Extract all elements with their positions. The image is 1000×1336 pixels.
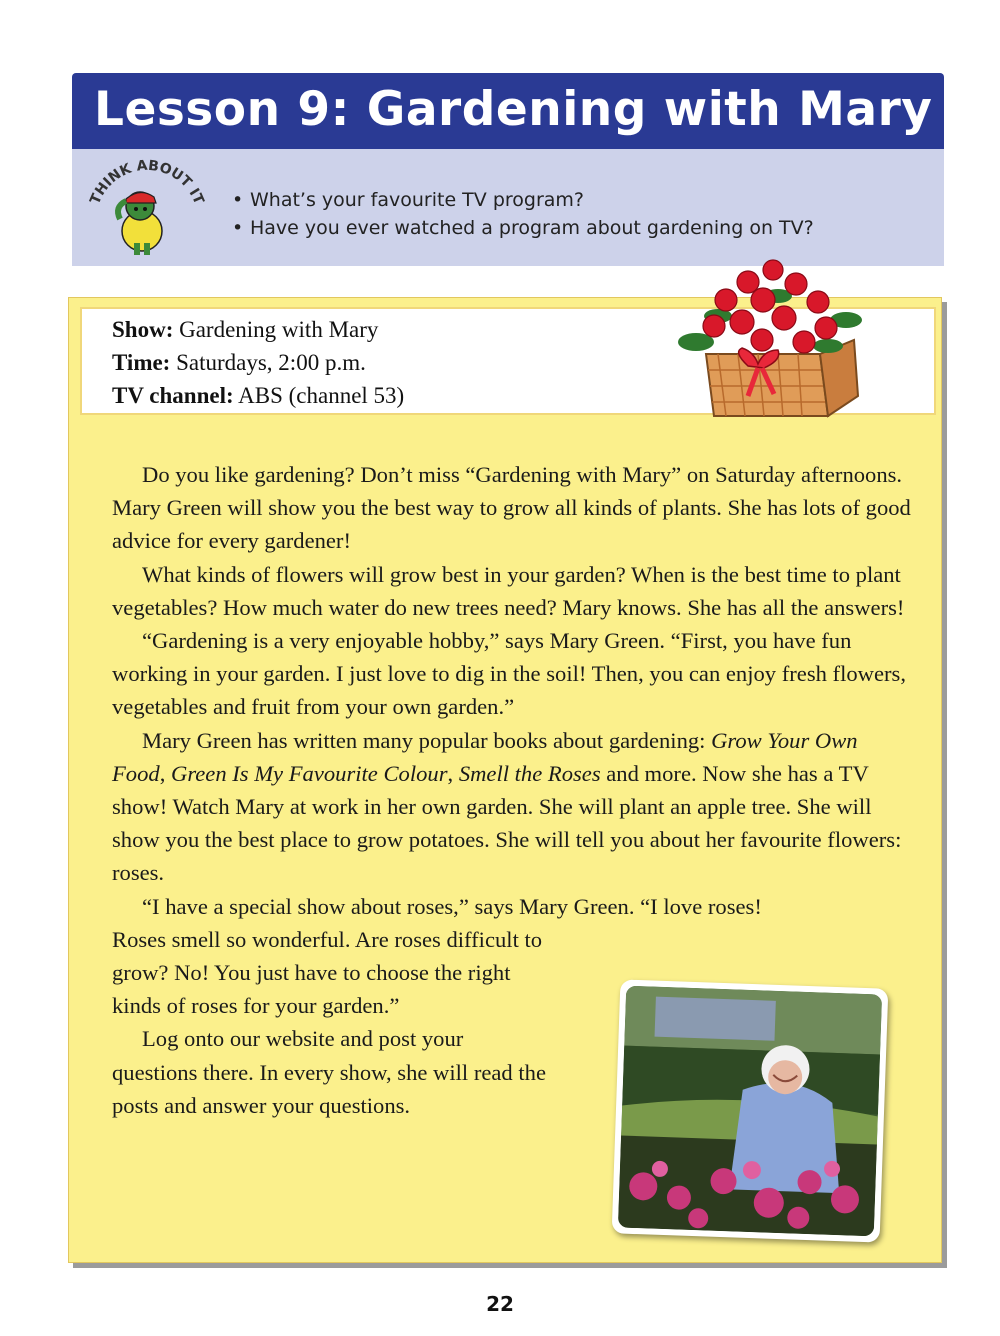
think-about-it-icon — [80, 159, 215, 259]
article-paragraph: Do you like gardening? Don’t miss “Gardening with Mary” on Saturday afternoons. Mary Green will show you the best way to grow all kinds of plants. She has lots of good advice for every gardener! — [112, 462, 911, 554]
list-item: • What’s your favourite TV program? — [232, 189, 585, 211]
book-title: Grow Your Own Food — [112, 727, 858, 786]
mary-green-photo — [612, 979, 889, 1242]
channel-line: TV channel: ABS (channel 53) — [112, 383, 405, 408]
article-paragraph: Roses smell so wonderful. Are roses difficult to grow? No! You just have to choose the right kinds of roses for your garden.” — [112, 926, 543, 1019]
time-line: Time: Saturdays, 2:00 p.m. — [112, 350, 366, 375]
think-questions-list — [232, 186, 814, 242]
list-item: • Have you ever watched a program about gardening on TV? — [232, 217, 814, 239]
article-paragraph: What kinds of flowers will grow best in your garden? When is the best time to plant vegetables? How much water do new trees need? Mary knows. She has all the answers! — [112, 561, 905, 620]
book-title: Smell the Roses — [458, 760, 601, 786]
article-paragraph: Mary Green has written many popular books about gardening: Grow Your Own Food, Green Is My Favourite Colour, Smell the Roses and more. Now she has a TV show! Watch Mary at work in her own garden. She will plant an apple tree. She will show you the best place to grow potatoes. She will tell you about her favourite flowers: roses. — [112, 727, 902, 886]
page-number: 22 — [486, 1292, 514, 1316]
svg-text:THINK ABOUT IT: THINK ABOUT IT — [87, 159, 207, 207]
gardener-photo-image — [618, 986, 882, 1237]
lesson-title: Lesson 9: Gardening with Mary — [94, 82, 933, 137]
book-title: Green Is My Favourite Colour — [171, 760, 448, 786]
lesson-title-bar — [72, 73, 944, 149]
show-line: Show: Gardening with Mary — [112, 317, 379, 342]
rose-basket-illustration — [678, 256, 864, 420]
article-paragraph: Log onto our website and post your questions there. In every show, she will read the posts and answer your questions. — [112, 1026, 546, 1118]
article-paragraph: “Gardening is a very enjoyable hobby,” says Mary Green. “First, you have fun working in your garden. I just love to dig in the soil! Then, you can enjoy fresh flowers, vegetables and fruit from your own garden.” — [112, 628, 906, 720]
article-paragraph: “I have a special show about roses,” says Mary Green. “I love roses! — [142, 893, 762, 919]
think-about-it-box — [72, 149, 944, 266]
